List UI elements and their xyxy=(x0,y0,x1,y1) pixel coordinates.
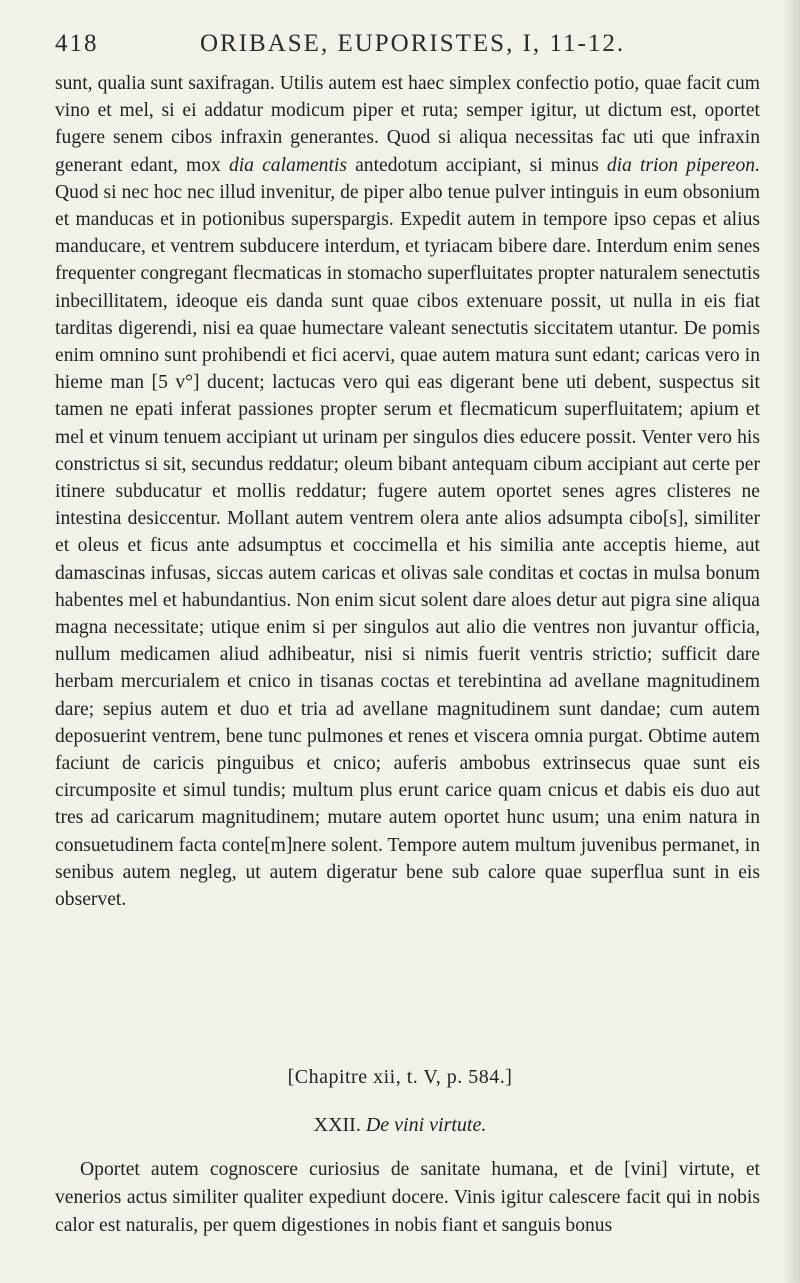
italic-term: dia calamentis xyxy=(228,154,347,176)
main-text-block xyxy=(55,70,760,913)
paragraph xyxy=(55,70,760,913)
section-heading xyxy=(0,1114,800,1137)
text-run: antedotum accipiant, si minus xyxy=(346,154,607,176)
running-header xyxy=(55,30,760,60)
section-number: XXII. xyxy=(313,1114,361,1136)
page-number: 418 xyxy=(55,30,99,57)
section-title: De vini virtute. xyxy=(365,1114,487,1136)
chapter-reference: [Chapitre xii, t. V, p. 584.] xyxy=(287,1066,513,1088)
page-edge-shadow xyxy=(782,0,800,1283)
section-text-block xyxy=(55,1156,760,1240)
running-title: ORIBASE, EUPORISTES, I, 11-12. xyxy=(200,30,626,57)
paragraph: Oportet autem cognoscere curiosius de sanitate humana, et de [vini] virtute, et venerios actus similiter qualiter expediunt docere. Vinis igitur calescere facit qui in nobis calor est naturalis, per quem digestiones in nobis fiant et sanguis bonus xyxy=(55,1159,760,1236)
text-run: Quod si nec hoc nec illud invenitur, de piper albo tenue pulver intinguis in eum obsonium et manducas et in potionibus superspargis. Expedit autem in tempore ipso cepas et alius manducare, et ventrem subducere interdum, et tyriacam bibere dare. Interdum enim senes frequenter congregant flecmaticas in stomacho superfluitates propter naturalem senectutis inbecillitatem, ideoque eis danda sunt quae cibos extenuare possit, ut nulla in eis fiat tarditas digerendi, nisi ea quae humectare valeant senectutis siccitatem utantur. De pomis enim omnino sunt prohibendi et fici acervi, quae autem matura sunt edant; caricas vero in hieme man [5 v°] ducent; lactucas vero qui eas digerant bene uti debent, suspectus sit tamen ne epati inferat passiones propter serum et flecmaticum superfluitatem; apium et mel et vinum tenuem accipiant ut urinam per singulos dies educere possit. Venter vero his constrictus si sit, secundus reddatur; oleum bibant antequam cibum accipiant aut certe per itinere subducatur et mollis reddatur; fugere autem oportet senes agres clisteres ne intestina desiccentur. Mollant autem ventrem olera ante alios adsumpta cibo[s], similiter et oleus et ficus ante adsumptus et coccimella et his similia ante acceptis hieme, aut damascinas infusas, siccas autem caricas et olivas sale conditas et coctas in mulsa bonum habentes mel et habundantius. Non enim sicut solent dare aloes detur aut pigra sine aliqua magna necessitate; utique enim si per singulos aut alio die ventres non juvantur officia, nullum medicamen aliud adhibeatur, nisi si nimis fuerit ventris strictio; sufficit dare herbam mercurialem et cnico in tisanas coctas et terebintina ad avellane magnitudinem dare; sepius autem et duo et tria ad avellane magnitudinem sunt dandae; cum autem deposuerint ventrem, bene tunc pulmones et renes et viscera omnia purgat. Obtime autem faciunt de caricis pinguibus et cnico; auferis ambobus extrinsecus quae sunt eis circumposite et simul tundis; multum plus erunt carice quam cnicus et dabis eis duo aut tres ad caricarum magnitudinem; mutare autem oportet hunc usum; una enim natura in consuetudinem facta conte[m]nere solent. Tempore autem multum juvenibus permanet, in senibus autem negleg, ut autem digeratur bene sub calore quae superflua sunt in eis observet. xyxy=(55,181,760,911)
text-run: sunt, qualia sunt saxifragan. Utilis autem est haec simplex confectio potio, quae facit cum vino et mel, si ei addatur modicum piper et ruta; semper igitur, ut dictum est, oportet fugere senem cibos infraxin generantes. Quod si aliqua necessitas fac uti que infraxin generant edant, mox xyxy=(55,73,760,176)
italic-term: dia trion pipereon. xyxy=(606,154,760,176)
